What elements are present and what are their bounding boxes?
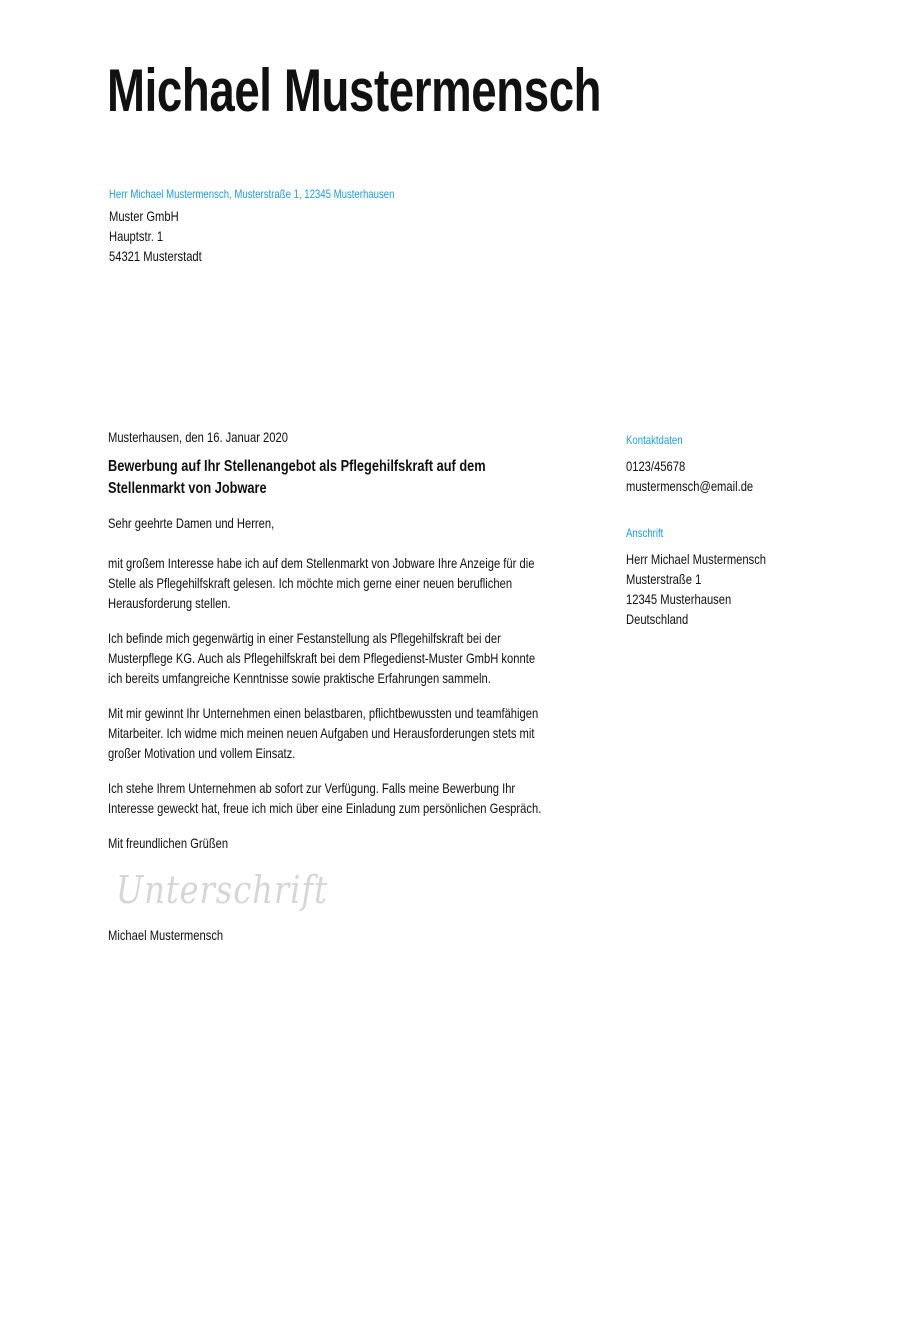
address-line: Deutschland: [626, 611, 689, 627]
contact-heading: Kontaktdaten: [626, 433, 683, 447]
paragraph-4: Ich stehe Ihrem Unternehmen ab sofort zur Verfügung. Falls meine Bewerbung Ihr Interesse geweckt hat, freue ich mich über eine Einladung zum persönlichen Gespräch.: [108, 780, 542, 816]
contact-email: mustermensch@email.de: [626, 478, 754, 494]
paragraph-3: Mit mir gewinnt Ihr Unternehmen einen belastbaren, pflichtbewussten und teamfähigen Mitarbeiter. Ich widme mich meinen neuen Aufgaben und Herausforderungen stets mit großer Motivation und vollem Einsatz.: [108, 705, 539, 761]
recipient-line: 54321 Musterstadt: [109, 248, 202, 264]
letter-date: Musterhausen, den 16. Januar 2020: [108, 429, 288, 445]
signed-name: Michael Mustermensch: [108, 927, 224, 943]
signature-image: Unterschrift: [116, 868, 328, 912]
address-heading: Anschrift: [626, 526, 664, 540]
page-title: Michael Mustermensch: [107, 57, 602, 124]
sender-line: Herr Michael Mustermensch, Musterstraße 1, 12345 Musterhausen: [109, 187, 395, 201]
address-line: 12345 Musterhausen: [626, 591, 732, 607]
sidebar-address: [626, 525, 801, 629]
recipient-line: Muster GmbH: [109, 208, 179, 224]
paragraph-2: Ich befinde mich gegenwärtig in einer Festanstellung als Pflegehilfskraft bei der Musterpflege KG. Auch als Pflegehilfskraft bei dem Pflegedienst-Muster GmbH konnte ich bereits umfangreiche Kenntnisse sowie praktische Erfahrungen sammeln.: [108, 630, 536, 686]
address-line: Herr Michael Mustermensch: [626, 551, 767, 567]
sidebar-contact: [626, 432, 785, 496]
contact-phone: 0123/45678: [626, 458, 686, 474]
recipient-line: Hauptstr. 1: [109, 228, 164, 244]
address-line: Musterstraße 1: [626, 571, 702, 587]
letter-subject: Bewerbung auf Ihr Stellenangebot als Pflegehilfskraft auf dem Stellenmarkt von Jobware: [108, 458, 486, 497]
letter-closing: Mit freundlichen Grüßen: [108, 835, 229, 851]
paragraph-1: mit großem Interesse habe ich auf dem Stellenmarkt von Jobware Ihre Anzeige für die Stelle als Pflegehilfskraft gelesen. Ich möchte mich gerne einer neuen beruflichen Herausforderung stellen.: [108, 555, 535, 611]
recipient-address: [109, 206, 225, 266]
letter-greeting: Sehr geehrte Damen und Herren,: [108, 515, 275, 531]
